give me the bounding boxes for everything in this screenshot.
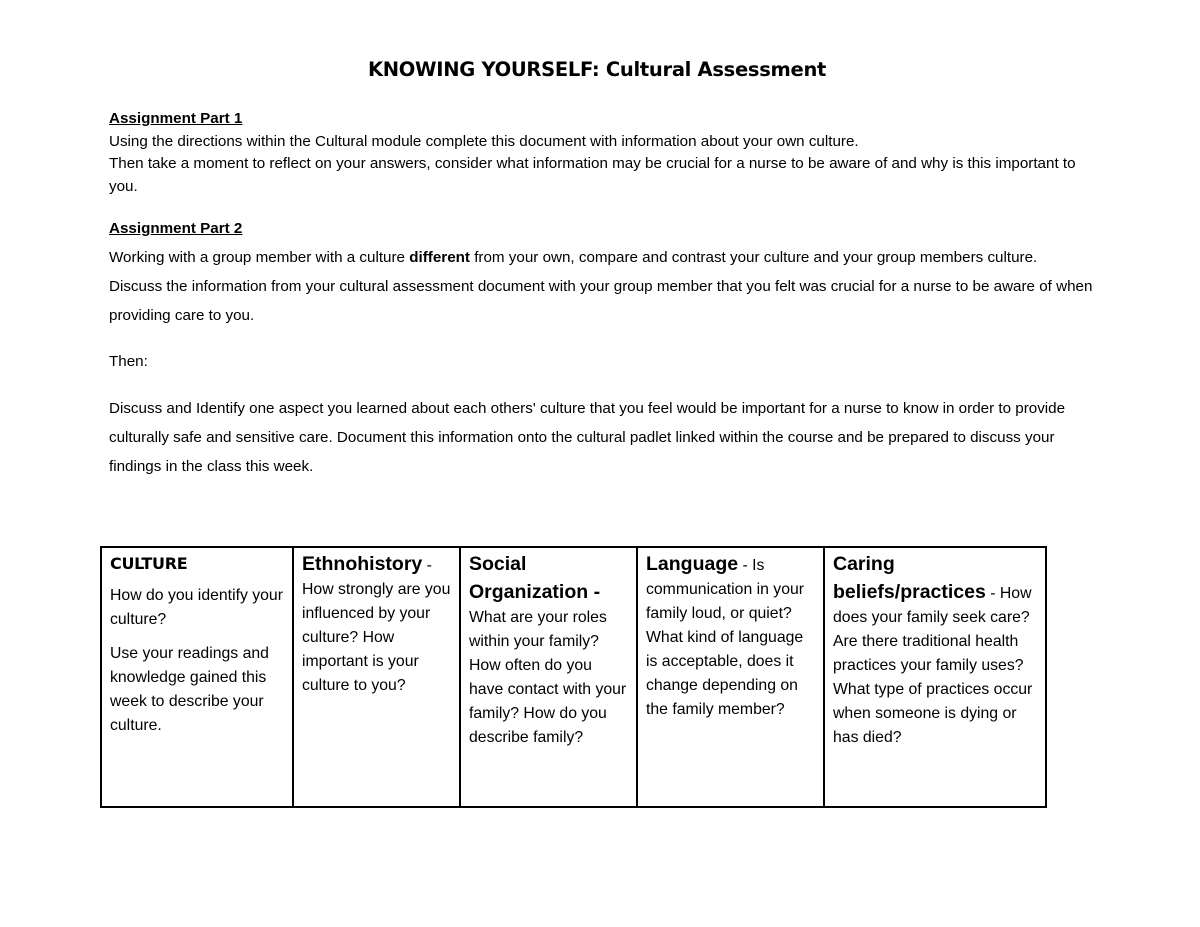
social-organization-cell [460, 547, 637, 807]
part-2-heading: Assignment Part 2 [109, 220, 243, 237]
table-row [101, 547, 1046, 807]
social-organization-text: What are your roles within your family? How often do you have contact with your family? How do you describe family? [469, 609, 627, 746]
part-1-heading: Assignment Part 1 [109, 110, 243, 127]
caring-beliefs-cell [824, 547, 1046, 807]
caring-beliefs-text: - How does your family seek care? Are there traditional health practices your family uses? What type of practices occur when someone is dying or has died? [833, 585, 1033, 746]
part-1-line-1: Using the directions within the Cultural module complete this document with information about your own culture. [109, 132, 859, 150]
assignment-part-2 [109, 218, 1094, 241]
part-2-text-before: Working with a group member with a culture [109, 249, 410, 266]
part-2-paragraph-1 [109, 243, 1094, 330]
cultural-assessment-table [100, 546, 1047, 808]
ethnohistory-header: Ethnohistory [302, 553, 423, 575]
culture-header: CULTURE [110, 554, 188, 573]
language-header: Language [646, 553, 739, 575]
document-title: KNOWING YOURSELF: Cultural Assessment [367, 58, 827, 81]
ethnohistory-cell [293, 547, 460, 807]
part-1-line-2: Then take a moment to reflect on your answers, consider what information may be crucial for a nurse to be aware of and why is this important to you. [109, 155, 1076, 195]
culture-cell [101, 547, 293, 807]
language-cell [637, 547, 824, 807]
social-organization-header: Social Organization - [469, 553, 601, 603]
ethnohistory-dash: - [422, 557, 432, 574]
part-2-text-after: from your own, compare and contrast your culture and your group members culture. Discuss the information from your cultural assessment document with your group member that you felt was crucial for a nurse to be aware of when providing care to you. [109, 249, 1093, 324]
part-2-paragraph-2: Discuss and Identify one aspect you learned about each others' culture that you feel would be important for a nurse to know in order to provide culturally safe and sensitive care. Document this information onto the cultural padlet linked within the course and be prepared to discuss your findings in the class this week. [109, 400, 1066, 475]
part-2-then: Then: [109, 353, 148, 370]
language-text: - Is communication in your family loud, or quiet? What kind of language is acceptable, does it change depending on the family member? [646, 557, 805, 718]
culture-question-1: How do you identify your culture? [110, 587, 283, 628]
part-2-emphasis: different [409, 249, 470, 266]
ethnohistory-text: How strongly are you influenced by your culture? How important is your culture to you? [302, 581, 451, 694]
caring-beliefs-header: Caring beliefs/practices [833, 553, 986, 603]
culture-question-2: Use your readings and knowledge gained this week to describe your culture. [110, 645, 269, 734]
assignment-part-1 [109, 108, 1094, 198]
